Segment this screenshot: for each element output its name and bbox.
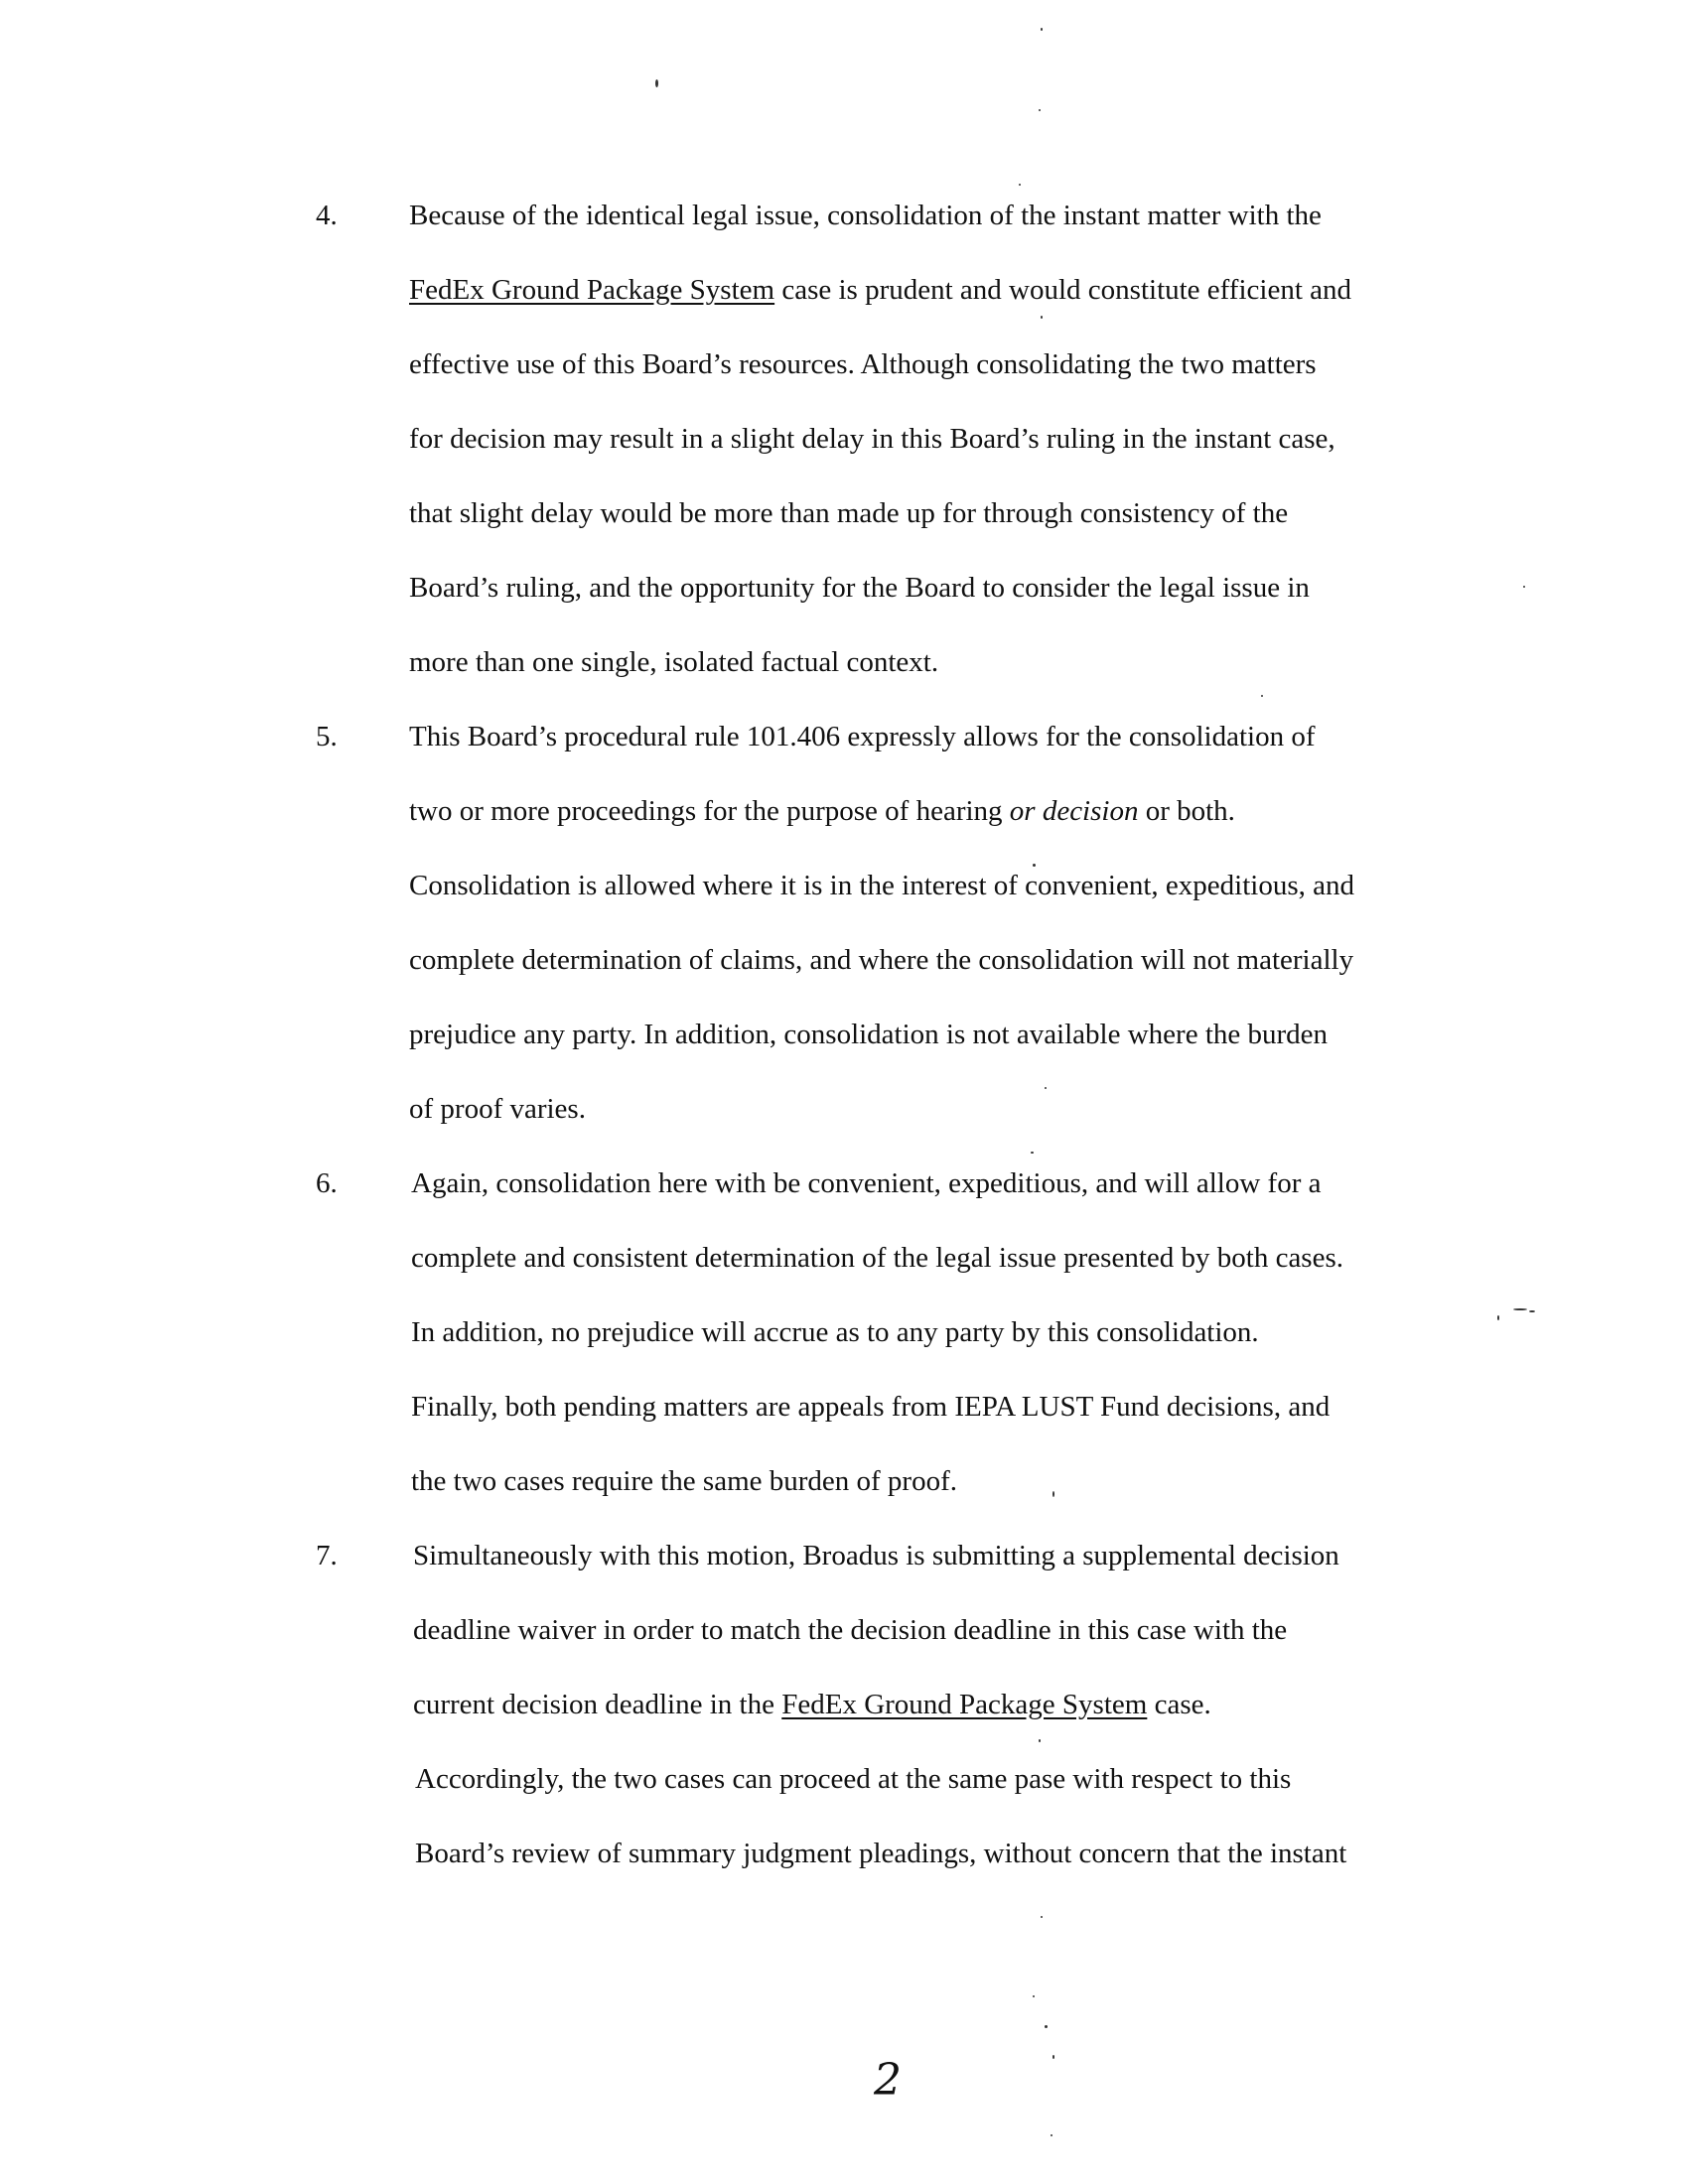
paragraph-number: 6. [316,1167,338,1199]
text-line: Consolidation is allowed where it is in the interest of convenient, expeditious, and [409,870,1354,901]
scan-speck [1031,1152,1034,1154]
scan-speck [1033,864,1036,867]
text-line: prejudice any party. In addition, consolidation is not available where the burden [409,1019,1329,1050]
text-line: deadline waiver in order to match the decision deadline in this case with the [413,1614,1288,1646]
text-segment: case is prudent and would constitute efficient and [774,274,1351,306]
text-line: of proof varies. [409,1093,586,1125]
text-line: complete and consistent determination of the legal issue presented by both cases. [411,1242,1344,1274]
text-segment: or both. [1138,795,1235,827]
page-number: 2 [874,2055,902,2106]
scan-speck [1041,28,1043,31]
scan-speck [1045,2025,1048,2028]
text-line: complete determination of claims, and where the consolidation will not materially [409,944,1354,976]
text-segment: two or more proceedings for the purpose of hearing [409,795,1010,827]
scan-speck [1045,1087,1047,1089]
text-line: Accordingly, the two cases can proceed at the same pase with respect to this [415,1763,1292,1795]
scan-speck [1039,109,1041,111]
text-segment: case. [1147,1689,1211,1720]
scan-speck [1052,1491,1054,1497]
scan-speck [1513,1308,1527,1310]
text-line: Board’s review of summary judgment pleadings, without concern that the instant [415,1838,1347,1869]
scan-speck [655,79,658,87]
text-segment: current decision deadline in the [413,1689,782,1720]
text-line: Finally, both pending matters are appeals from IEPA LUST Fund decisions, and [411,1391,1331,1423]
scan-speck [1033,1995,1035,1997]
text-line: the two cases require the same burden of proof. [411,1465,957,1497]
scan-speck [1051,2134,1052,2136]
text-line: Again, consolidation here with be convenient, expeditious, and will allow for a [411,1167,1322,1199]
text-line [413,1668,1211,1742]
scan-speck [1019,184,1021,186]
scan-speck [1041,316,1043,319]
scan-speck [1052,2055,1054,2059]
case-name: FedEx Ground Package System [781,1689,1148,1720]
text-line: Board’s ruling, and the opportunity for the Board to consider the legal issue in [409,572,1310,604]
scan-speck [1529,1310,1535,1312]
scan-speck [1261,695,1263,697]
scan-speck [1523,586,1525,588]
paragraph-number: 7. [316,1540,338,1571]
paragraph-number: 5. [316,721,338,752]
scan-speck [1041,1916,1043,1918]
paragraph-number: 4. [316,200,338,231]
text-line [409,774,1235,849]
text-line: This Board’s procedural rule 101.406 expressly allows for the consolidation of [409,721,1316,752]
scan-speck [1497,1315,1499,1320]
text-line: more than one single, isolated factual context. [409,646,939,678]
text-line: Simultaneously with this motion, Broadus is submitting a supplemental decision [413,1540,1339,1571]
emphasis-text: or decision [1009,795,1139,827]
case-name: FedEx Ground Package System [409,274,775,306]
text-line: effective use of this Board’s resources. Although consolidating the two matters [409,348,1317,380]
text-line [409,253,1351,328]
text-line: that slight delay would be more than made up for through consistency of the [409,497,1289,529]
text-line: Because of the identical legal issue, consolidation of the instant matter with the [409,200,1322,231]
text-line: In addition, no prejudice will accrue as to any party by this consolidation. [411,1316,1259,1348]
scan-speck [1039,1739,1041,1742]
text-line: for decision may result in a slight delay in this Board’s ruling in the instant case, [409,423,1335,455]
